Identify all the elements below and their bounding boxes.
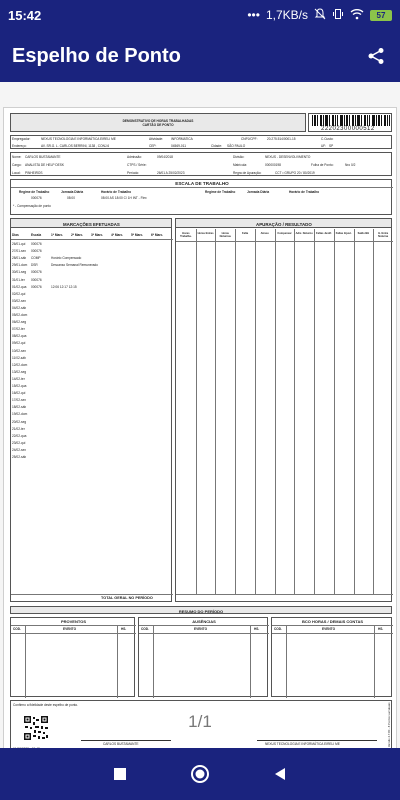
value-matricula: 000000198: [265, 163, 281, 167]
apuracao-title: APURAÇÃO / RESULTADO: [175, 218, 392, 228]
document-header: [10, 113, 306, 132]
value-regra: CCT • GRUPO 20 / 80/2019: [275, 171, 315, 175]
marcacoes-section: [10, 218, 172, 602]
label-ctps: CTPS / Série:: [127, 163, 147, 167]
marcacoes-col-dias: Dias: [12, 233, 19, 237]
marcacao-dia: 02/02-qui: [12, 291, 26, 296]
ausencias-cod: COD.: [141, 627, 149, 631]
escala-col-regime: Regime de Trabalho: [19, 190, 50, 194]
marcacao-dia: 14/02-ter: [12, 376, 25, 381]
navigation-bar: [0, 748, 400, 800]
marcacao-info: Horário Compensado: [51, 256, 82, 261]
label-cnpj: CNPJ/CPF:: [241, 137, 258, 141]
marcacao-dia: 06/02-seg: [12, 320, 27, 325]
status-icons: [247, 8, 392, 23]
marcacao-escala: COMP: [31, 256, 41, 261]
marcacoes-col-marc5: 5ª Marc.: [131, 233, 144, 237]
status-bar: [0, 0, 400, 30]
header-line1: DEMONSTRATIVO DE HORAS TRABALHADAS: [122, 119, 194, 123]
home-button[interactable]: [186, 760, 214, 788]
marcacao-dia: 12/02-dom: [12, 362, 28, 367]
marcacao-dia: 15/02-qua: [12, 384, 27, 388]
apuracao-col-header: Atraso: [260, 232, 269, 235]
proventos-box: [10, 617, 135, 697]
label-nome: Nome:: [12, 155, 22, 159]
marcacao-escala: 000076: [31, 249, 42, 254]
footer-note: Confirmo a fidelidade deste espelho de ponto.: [13, 703, 79, 707]
label-admissao: Admissão:: [127, 155, 142, 159]
marcacao-dia: 19/02-dom: [12, 412, 28, 417]
pdf-page: [3, 107, 397, 755]
label-matricula: Matrícula:: [233, 163, 247, 167]
label-divisao: Divisão:: [233, 155, 245, 159]
value-cargo: ANALISTA DE HELP DESK: [25, 163, 65, 167]
label-cidade: Cidade:: [211, 144, 222, 148]
bco-horas-box: [271, 617, 392, 697]
marcacao-dia: 04/02-sáb: [12, 305, 27, 310]
marcacao-dia: 05/02-dom: [12, 313, 28, 317]
label-endereco: Endereço:: [12, 144, 27, 148]
marcacao-escala: 000076: [31, 242, 42, 246]
value-admissao: 09/04/2018: [157, 155, 173, 159]
signature-employer: NEXUS TECNOLOGIA E INFORMÁTICA EIRELI ME: [265, 742, 340, 746]
footer-side-text: Versão 4.7.80 - 8 Pontos Lucratuais: [387, 702, 391, 747]
value-local: PINHEIROS: [25, 171, 43, 175]
label-local: Local:: [12, 171, 21, 175]
escala-horario: 08:00 AS 18:00 C/ 1H INT - Flex: [101, 196, 147, 200]
apuracao-col-divider: [373, 229, 374, 594]
marcacao-dia: 11/02-sáb: [12, 355, 26, 360]
apuracao-col-divider: [314, 229, 315, 594]
apuracao-col-header: Adic. Noturno: [295, 232, 313, 235]
marcacao-dia: 26/01-qui: [12, 242, 26, 246]
value-periodo: 26/01 A 25/02/2023: [157, 171, 185, 175]
network-speed: 1,7KB/s: [265, 8, 308, 22]
value-cnpj: 20.275.514/0001-15: [267, 137, 296, 141]
apuracao-col-header: Faltas Justif.: [316, 232, 332, 235]
apuracao-col-header: Horas Trabalha.: [180, 232, 192, 238]
marcacao-dia: 20/02-seg: [12, 419, 27, 424]
marcacao-dia: 29/01-dom: [12, 263, 28, 268]
label-atividade: Atividade:: [149, 137, 163, 141]
apuracao-col-header: Horas Noturnas: [219, 232, 231, 238]
bco-cod: COD.: [274, 627, 282, 631]
marcacao-dia: 31/01-ter: [12, 277, 25, 282]
escala-section: [10, 179, 392, 215]
marcacao-dia: 18/02-sáb: [12, 405, 27, 410]
recent-apps-button[interactable]: [106, 760, 134, 788]
value-folha: Nro 0/2: [345, 163, 356, 167]
label-folha: Folha de Ponto:: [311, 163, 334, 167]
apuracao-col-divider: [334, 229, 335, 594]
marcacoes-title: MARCAÇÕES EFETUADAS: [10, 218, 172, 228]
apuracao-col-divider: [354, 229, 355, 594]
escala-col-horario-2: Horário de Trabalho: [289, 190, 320, 194]
proventos-evento: EVENTO: [63, 627, 77, 631]
apuracao-col-divider: [235, 229, 236, 594]
label-uf: UF:: [321, 144, 327, 148]
value-empregador: NEXUS TECNOLOGIA E INFORMÁTICA EIRELI ME: [41, 137, 116, 141]
header-line2: CARTÃO DE PONTO: [142, 123, 174, 127]
bco-hs: HS.: [378, 627, 384, 631]
label-cargo: Cargo:: [12, 163, 22, 167]
marcacao-escala: 000076: [31, 284, 42, 289]
label-cep: CEP:: [149, 144, 157, 148]
marcacoes-col-marc3: 3ª Marc.: [91, 233, 104, 237]
bco-title: BCO HORAS / DEMAIS CONTAS: [301, 619, 364, 624]
value-atividade: INFORMATICA: [171, 137, 193, 141]
marcacao-dia: 03/02-sex: [12, 298, 26, 303]
battery-icon: 57: [370, 10, 392, 21]
apuracao-col-header: Horas Extras: [197, 232, 214, 235]
barcode-image: [311, 115, 391, 126]
marcacao-dia: 30/01-seg: [12, 270, 27, 275]
escala-col-regime-2: Regime de Trabalho: [205, 190, 236, 194]
marcacao-info: Descanso Semanal Remunerado: [51, 263, 98, 268]
apuracao-section: [175, 218, 392, 602]
app-title: Espelho de Ponto: [12, 44, 181, 67]
value-divisao: NEXUS - DESENVOLVIMENTO: [265, 155, 311, 159]
marcacao-dia: 01/02-qua: [12, 284, 27, 289]
escala-title: ESCALA DE TRABALHO: [175, 181, 229, 186]
apuracao-col-header: H. Extra Noturna: [378, 232, 389, 238]
value-endereco: AV. SR.G. L. CARLOS BERRINI, 1138 , CONJ.6: [41, 144, 110, 148]
marcacao-dia: 25/02-sáb: [12, 455, 27, 459]
ausencias-evento: EVENTO: [194, 627, 208, 631]
marcacao-escala: 000076: [31, 277, 42, 282]
marcacao-dia: 17/02-sex: [12, 398, 26, 403]
circle-icon: [190, 764, 210, 784]
apuracao-col-divider: [196, 229, 197, 594]
marcacao-dia: 08/02-qua: [12, 334, 27, 339]
marcacao-dia: 23/02-qui: [12, 440, 26, 445]
barcode-box: [308, 113, 392, 132]
apuracao-col-divider: [294, 229, 295, 594]
marcacao-dia: 16/02-qui: [12, 391, 26, 396]
marcacao-dia: 27/01-sex: [12, 249, 26, 254]
total-geral-label: TOTAL GERAL NO PERÍODO: [101, 596, 153, 600]
app-bar: [0, 30, 400, 82]
square-icon: [113, 767, 127, 781]
page-counter: 1/1: [188, 712, 212, 731]
marcacao-dia: 07/02-ter: [12, 327, 25, 332]
marcacao-dia: 28/01-sáb: [12, 256, 27, 261]
mute-icon: [314, 8, 326, 23]
marcacoes-col-marc1: 1ª Marc.: [51, 233, 64, 237]
proventos-hs: HS.: [121, 627, 127, 631]
value-nome: CARLOS BUSTAMANTE: [25, 155, 61, 159]
escala-note: * - Compensação de ponto: [13, 204, 51, 208]
wifi-icon: [350, 8, 364, 23]
escala-col-jornada-2: Jornada Diária: [247, 190, 270, 194]
value-cidade: SÃO PAULO: [227, 144, 246, 148]
marcacao-escala: 000076: [31, 270, 42, 275]
marcacao-dia: 13/02-seg: [12, 369, 27, 374]
barcode-number: 22202300000512: [321, 126, 375, 132]
apuracao-col-header: Saldo BH: [357, 232, 370, 235]
bco-evento: EVENTO: [322, 627, 336, 631]
signature-employee: CARLOS BUSTAMANTE: [103, 742, 139, 746]
proventos-title: PROVENTOS: [60, 619, 87, 624]
apuracao-col-header: Compensar: [277, 232, 292, 235]
company-section: [10, 135, 392, 149]
back-button[interactable]: [266, 760, 294, 788]
value-cep: 04569-011: [171, 144, 187, 148]
share-button[interactable]: [364, 44, 388, 68]
escala-regime: 000076: [31, 196, 42, 200]
apuracao-col-header: Faltas Injust.: [335, 232, 352, 235]
share-icon: [367, 47, 385, 65]
ausencias-box: [138, 617, 268, 697]
ausencias-title: AUSÊNCIAS: [192, 619, 216, 624]
status-time: 15:42: [8, 7, 42, 23]
label-regra: Regra de Apuração:: [233, 171, 262, 175]
apuracao-col-header: Falta: [242, 232, 249, 235]
marcacao-dia: 09/02-qui: [12, 341, 26, 346]
marcacao-dia: 21/02-ter: [12, 426, 25, 431]
pdf-viewer[interactable]: [0, 82, 400, 750]
apuracao-col-divider: [215, 229, 216, 594]
vibrate-icon: [332, 8, 344, 23]
marcacao-dia: 24/02-sex: [12, 447, 26, 452]
marcacoes-col-marc2: 2ª Marc.: [71, 233, 84, 237]
label-empregador: Empregador:: [12, 137, 31, 141]
marcacao-info: 12:06 12:17 12:15: [51, 284, 77, 289]
marcacao-dia: 22/02-qua: [12, 433, 27, 438]
marcacoes-col-escala: Escala: [31, 233, 42, 237]
label-periodo: Período:: [127, 171, 140, 175]
escala-col-horario: Horário de Trabalho: [101, 190, 132, 194]
triangle-back-icon: [273, 767, 287, 781]
escala-jornada: 08:00: [67, 196, 75, 200]
marcacoes-col-marc4: 4ª Marc.: [111, 233, 124, 237]
marcacao-escala: DSR: [31, 263, 38, 268]
apuracao-col-divider: [275, 229, 276, 594]
label-ccusto: C.Custo:: [321, 137, 334, 141]
resumo-title: RESUMO DO PERÍODO: [10, 606, 392, 614]
escala-col-jornada: Jornada Diária: [61, 190, 84, 194]
status-dots: •••: [247, 8, 260, 22]
marcacoes-col-marc6: 6ª Marc.: [151, 233, 164, 237]
proventos-cod: COD.: [13, 627, 21, 631]
apuracao-col-divider: [255, 229, 256, 594]
value-uf: SP: [329, 144, 334, 148]
employee-section: [10, 152, 392, 176]
marcacao-dia: 10/02-sex: [12, 348, 26, 353]
ausencias-hs: HS.: [254, 627, 260, 631]
